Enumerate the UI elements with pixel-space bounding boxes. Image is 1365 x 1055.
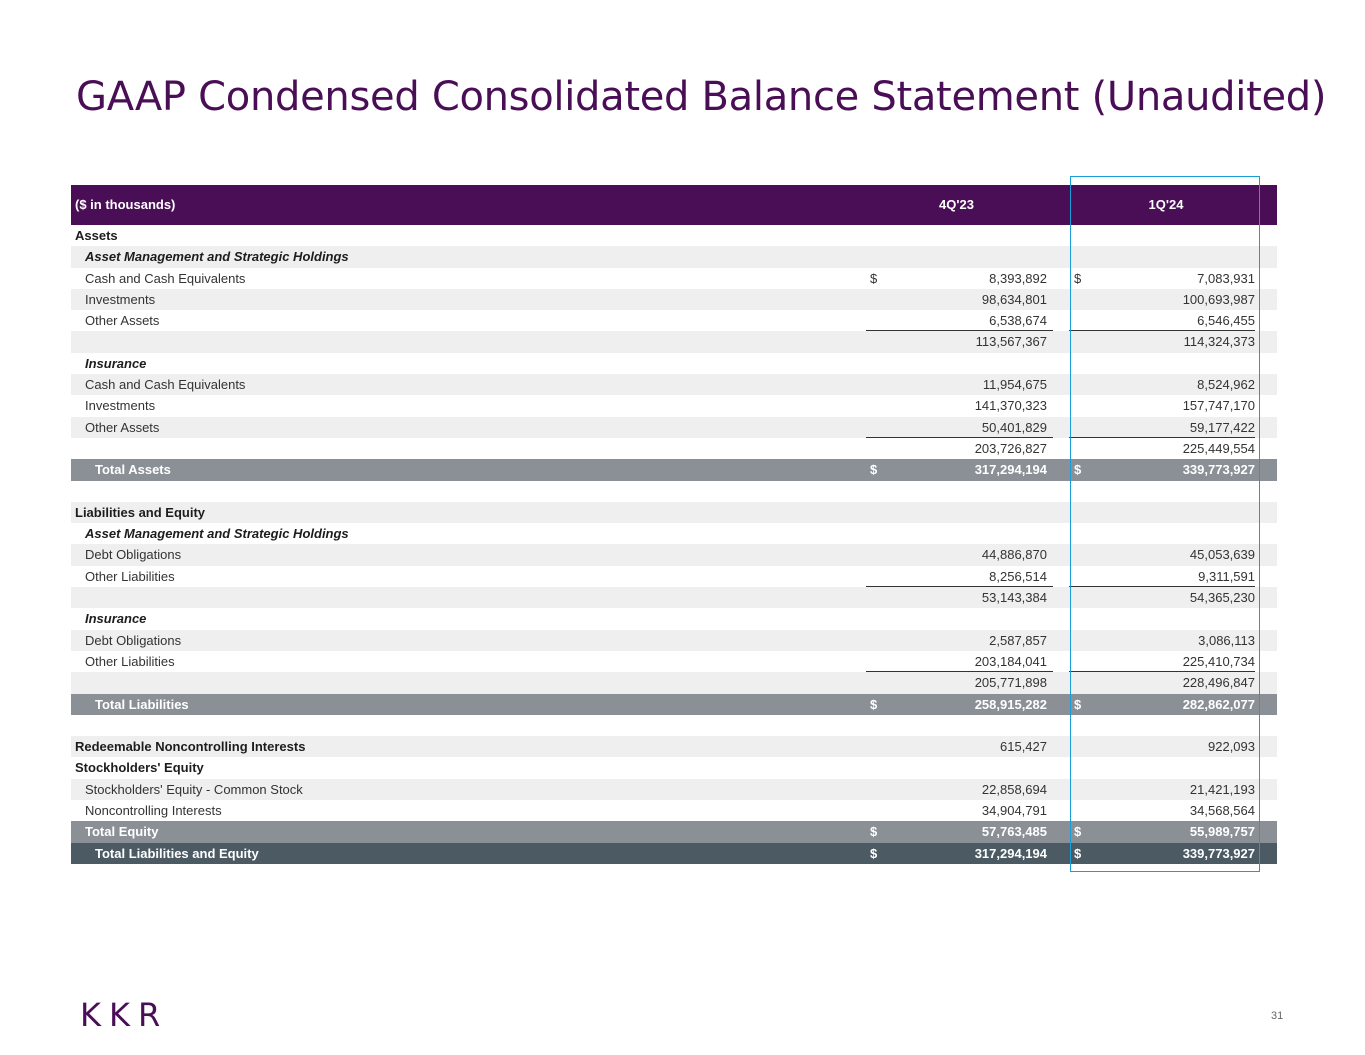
row-label: Liabilities and Equity	[75, 504, 206, 520]
value-4q23: 98,634,801	[981, 291, 1047, 307]
table-row	[71, 672, 1277, 693]
row-label: Noncontrolling Interests	[85, 803, 222, 819]
value-1q24: 100,693,987	[1182, 291, 1255, 307]
value-4q23: 2,587,857	[989, 632, 1047, 648]
table-row	[71, 417, 1277, 438]
value-4q23: 53,143,384	[981, 590, 1047, 606]
table-row	[71, 608, 1277, 629]
value-1q24: 21,421,193	[1189, 781, 1255, 797]
column-header-4q23: 4Q'23	[939, 197, 974, 212]
row-label: Stockholders' Equity	[75, 760, 204, 776]
table-row	[71, 225, 1277, 246]
kkr-logo: KKR	[80, 996, 169, 1034]
row-label: Total Assets	[95, 462, 171, 478]
page-title: GAAP Condensed Consolidated Balance Statement (Unaudited)	[76, 74, 1327, 120]
table-row	[71, 438, 1277, 459]
value-1q24: 922,093	[1208, 739, 1255, 755]
table-header	[71, 185, 1277, 225]
table-row	[71, 544, 1277, 565]
row-label: Stockholders' Equity - Common Stock	[85, 781, 303, 797]
table-row	[71, 843, 1277, 864]
row-label: Total Liabilities	[95, 696, 189, 712]
currency-symbol-4q23: $	[870, 270, 878, 286]
table-row	[71, 353, 1277, 374]
row-label: Other Assets	[85, 419, 160, 435]
table-row	[71, 566, 1277, 587]
value-4q23: 113,567,367	[975, 334, 1047, 350]
value-1q24: 8,524,962	[1197, 377, 1255, 393]
table-row	[71, 779, 1277, 800]
value-1q24: 3,086,113	[1198, 632, 1255, 648]
row-label: Debt Obligations	[85, 632, 182, 648]
value-4q23: 44,886,870	[981, 547, 1047, 563]
table-row	[71, 715, 1277, 736]
value-4q23: 141,370,323	[974, 398, 1047, 414]
table-row	[71, 289, 1277, 310]
table-row	[71, 459, 1277, 480]
row-label: Asset Management and Strategic Holdings	[85, 526, 349, 542]
row-label: Investments	[85, 398, 156, 414]
table-row	[71, 523, 1277, 544]
currency-symbol-4q23: $	[870, 696, 878, 712]
table-row	[71, 268, 1277, 289]
value-1q24: 54,365,230	[1189, 590, 1255, 606]
row-label: Total Equity	[85, 824, 159, 840]
table-row	[71, 481, 1277, 502]
value-4q23: 258,915,282	[974, 696, 1047, 712]
currency-symbol-1q24: $	[1074, 696, 1082, 712]
value-1q24: 34,568,564	[1189, 803, 1255, 819]
units-label: ($ in thousands)	[75, 197, 176, 212]
column-header-1q24: 1Q'24	[1148, 197, 1184, 212]
table-row	[71, 395, 1277, 416]
currency-symbol-4q23: $	[870, 824, 878, 840]
currency-symbol-1q24: $	[1074, 270, 1082, 286]
table-row	[71, 502, 1277, 523]
table-row	[71, 587, 1277, 608]
page-number: 31	[1271, 1010, 1284, 1022]
value-4q23: 57,763,485	[981, 824, 1047, 840]
row-label: Other Liabilities	[85, 653, 175, 669]
table-row	[71, 374, 1277, 395]
table-row	[71, 694, 1277, 715]
value-4q23: 34,904,791	[981, 803, 1047, 819]
table-row	[71, 630, 1277, 651]
value-1q24: 228,496,847	[1182, 675, 1255, 691]
balance-sheet-table	[71, 185, 1277, 864]
value-4q23: 22,858,694	[981, 781, 1047, 797]
value-4q23: 6,538,674	[989, 313, 1047, 329]
value-4q23: 317,294,194	[974, 462, 1047, 478]
currency-symbol-4q23: $	[870, 462, 878, 478]
value-1q24: 114,324,373	[1183, 334, 1255, 350]
row-label: Cash and Cash Equivalents	[85, 270, 246, 286]
row-label: Redeemable Noncontrolling Interests	[75, 739, 306, 755]
row-label: Total Liabilities and Equity	[95, 845, 259, 861]
value-4q23: 203,726,827	[974, 440, 1047, 456]
row-label: Insurance	[85, 611, 147, 627]
value-1q24: 45,053,639	[1189, 547, 1255, 563]
currency-symbol-1q24: $	[1074, 462, 1082, 478]
value-1q24: 9,311,591	[1198, 568, 1255, 584]
table-row	[71, 651, 1277, 672]
table-row	[71, 821, 1277, 842]
table-body	[71, 225, 1277, 864]
row-label: Cash and Cash Equivalents	[85, 377, 246, 393]
value-1q24: 59,177,422	[1189, 419, 1255, 435]
row-label: Debt Obligations	[85, 547, 182, 563]
value-1q24: 339,773,927	[1182, 462, 1255, 478]
value-4q23: 317,294,194	[974, 845, 1047, 861]
currency-symbol-4q23: $	[870, 845, 878, 861]
value-4q23: 50,401,829	[981, 419, 1047, 435]
row-label: Asset Management and Strategic Holdings	[85, 249, 349, 265]
row-label: Assets	[75, 228, 118, 243]
value-1q24: 55,989,757	[1189, 824, 1255, 840]
table-row	[71, 246, 1277, 267]
value-1q24: 225,449,554	[1182, 440, 1255, 456]
row-label: Insurance	[85, 355, 147, 371]
value-1q24: 6,546,455	[1197, 313, 1255, 329]
table-row	[71, 736, 1277, 757]
row-label: Other Assets	[85, 313, 160, 329]
value-1q24: 157,747,170	[1182, 398, 1255, 414]
table-row	[71, 757, 1277, 778]
value-1q24: 282,862,077	[1182, 696, 1255, 712]
row-label: Investments	[85, 291, 156, 307]
value-1q24: 225,410,734	[1182, 653, 1255, 669]
value-4q23: 8,256,514	[989, 568, 1047, 584]
value-4q23: 615,427	[1000, 739, 1047, 755]
value-4q23: 203,184,041	[974, 653, 1047, 669]
value-4q23: 8,393,892	[989, 270, 1047, 286]
value-1q24: 7,083,931	[1197, 270, 1255, 286]
table-row	[71, 331, 1277, 352]
currency-symbol-1q24: $	[1074, 824, 1082, 840]
value-1q24: 339,773,927	[1182, 845, 1255, 861]
currency-symbol-1q24: $	[1074, 845, 1082, 861]
value-4q23: 11,954,675	[982, 377, 1047, 393]
value-4q23: 205,771,898	[974, 675, 1047, 691]
table-row	[71, 800, 1277, 821]
row-label: Other Liabilities	[85, 568, 175, 584]
table-row	[71, 310, 1277, 331]
